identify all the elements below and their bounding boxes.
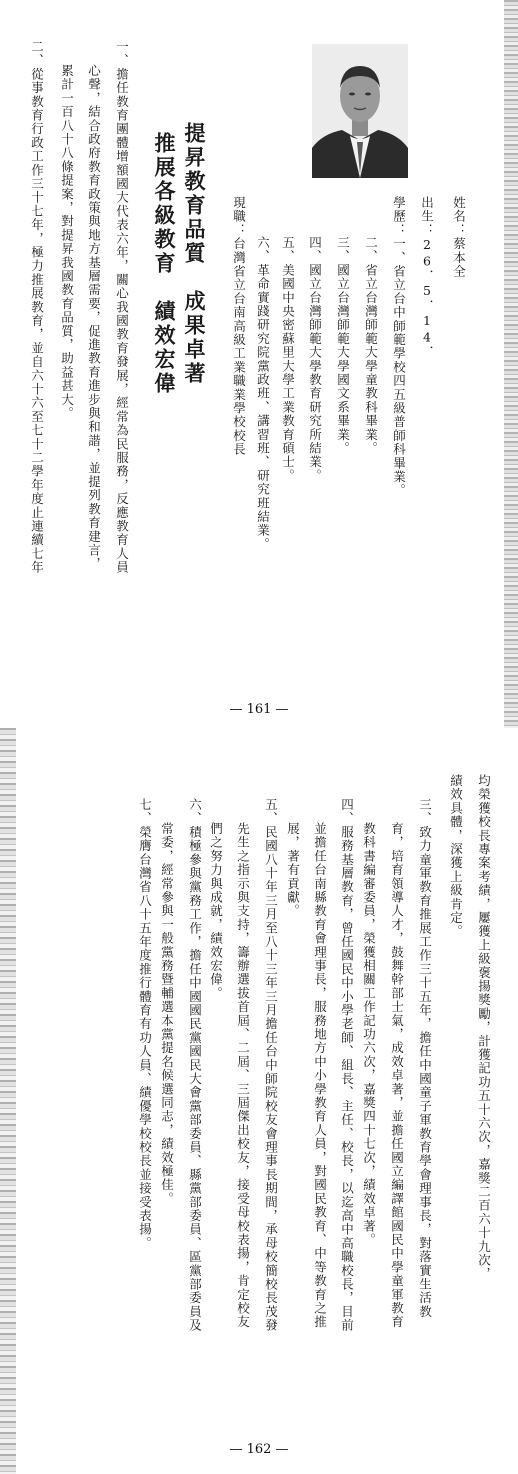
scan-edge-left [0, 728, 16, 1474]
body-column: 三、致力童軍教育推展工作三十五年，擔任中國童子軍教育學會理事長，對落實生活教 [417, 798, 433, 1319]
page-number: — 162 — [229, 1442, 289, 1457]
headline-line-2: 推展各級教育 績效宏偉 [152, 132, 177, 396]
profile-education-3: 三、國立台灣師範大學國文系畢業。 [335, 236, 351, 456]
body-column: 們之努力與成就，績效宏偉。 [208, 822, 224, 1001]
body-column: 五、民國八十年三月至八十三年三月擔任台中師院校友會理事長期間，承母校簡校長茂發 [263, 798, 279, 1333]
profile-education-2: 二、省立台灣師範大學童教科畢業。 [363, 236, 379, 456]
profile-education-5: 五、美國中央密蘇里大學工業教育碩士。 [280, 236, 296, 483]
body-column: 心聲，結合政府教育政策與地方基層需要，促進教育進步與和諧，並提列教育建言， [86, 64, 102, 571]
page-161 [0, 0, 518, 728]
profile-education-6: 六、革命實踐研究院黨政班、講習班、研究班結業。 [255, 236, 271, 552]
headline-line-1: 提昇教育品質 成果卓著 [182, 122, 207, 386]
body-column: 展，著有貢獻。 [285, 822, 301, 918]
profile-education-4: 四、國立台灣師範大學教育研究所結業。 [307, 236, 323, 483]
body-column: 均榮獲校長專案考績，屢獲上級褒揚獎勵，計獲記功五十六次，嘉獎二百六十九次， [476, 774, 492, 1281]
portrait-photo [312, 44, 408, 178]
profile-birth: 出生：26．5．14． [419, 196, 435, 360]
page-162 [0, 728, 518, 1474]
body-column: 績效具體，深獲上級肯定。 [448, 774, 464, 939]
profile-name: 姓名：蔡本全 [451, 196, 467, 279]
body-column: 七、榮膺台灣省八十五年度推行體育有功人員、績優學校校長並接受表揚。 [137, 798, 153, 1251]
body-column: 累計一百八十八條提案，對提昇我國教育品質，助益甚大。 [59, 64, 75, 421]
body-column: 教科書編審委員，榮獲相關工作記功六次，嘉獎四十七次，績效卓著。 [361, 822, 377, 1247]
body-column: 二、從事教育行政工作三十七年，極力推展教育，並自六十六至七十二學年度止連續七年 [29, 40, 45, 575]
body-column: 一、擔任教育團體增額國大代表六年，關心我國教育發展，經常為民服務，反應教育人員 [114, 40, 130, 575]
body-column: 育，培育領導人才，鼓舞幹部士氣，成效卓著，並擔任國立編譯館國民中學童軍教育 [389, 822, 405, 1329]
profile-education-1: 學歷：一、省立台中師範學校四五級普師科畢業。 [391, 196, 407, 498]
body-column: 常委，經常參與一般黨務暨輔選本黨提名候選同志，績效極佳。 [159, 822, 175, 1206]
page-number: — 161 — [229, 702, 289, 717]
profile-current-position: 現職：台灣省立台南高級工業職業學校校長 [231, 196, 247, 457]
body-column: 四、服務基層教育，曾任國民中小學老師、組長、主任、校長，以迄高中高職校長，目前 [339, 798, 355, 1333]
body-column: 六、積極參與黨務工作，擔任中國國民黨國民大會黨部委員、縣黨部委員、區黨部委員及 [187, 798, 203, 1333]
body-column: 並擔任台南縣教育會理事長，服務地方中小學教育人員，對國民教育、中等教育之推 [312, 822, 328, 1329]
body-column: 先生之指示與支持，籌辦選拔首屆、二屆、三屆傑出校友，接受母校表揚，肯定校友 [235, 822, 251, 1329]
scan-edge-right [504, 0, 518, 728]
